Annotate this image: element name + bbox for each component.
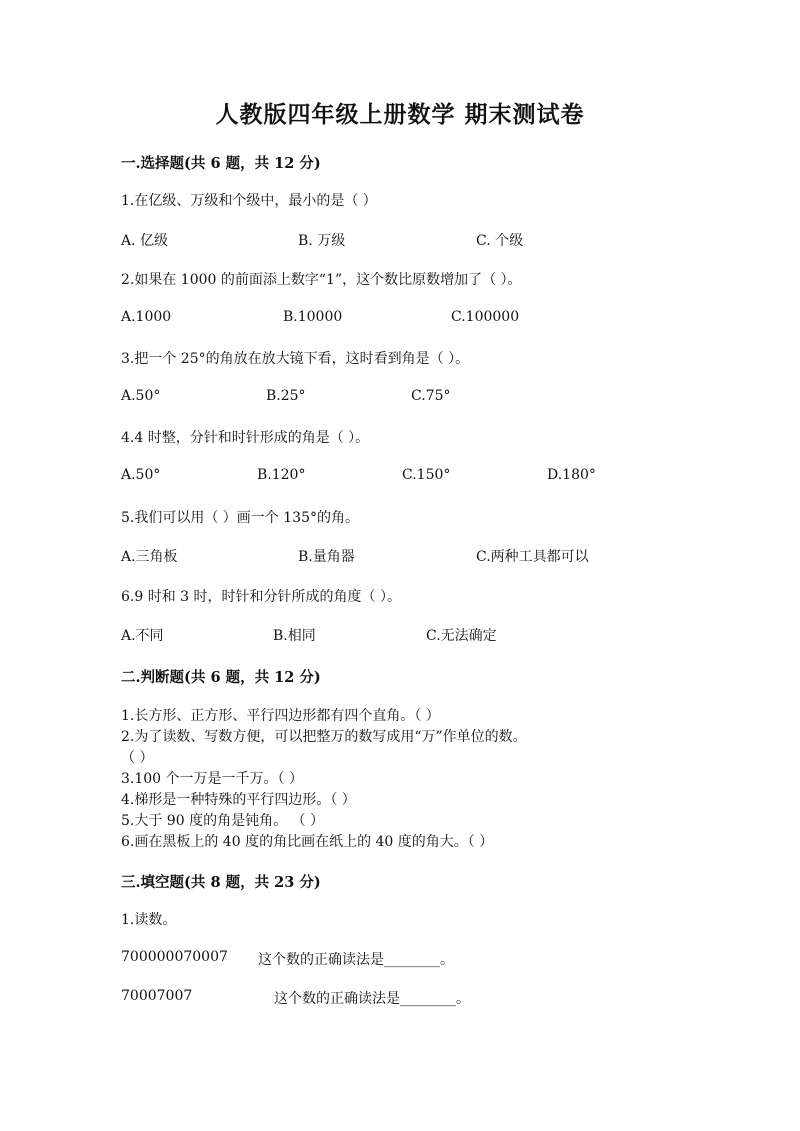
option-c: C.无法确定 bbox=[426, 628, 497, 644]
number-value: 70007007 bbox=[121, 988, 193, 1004]
option-c: C.100000 bbox=[451, 309, 520, 325]
option-b: B.10000 bbox=[283, 309, 343, 325]
option-c: C. 个级 bbox=[476, 233, 524, 249]
question-text: 2.如果在 1000 的前面添上数字“1”，这个数比原数增加了（ ）。 bbox=[121, 272, 522, 288]
section-heading-fill: 三.填空题(共 8 题，共 23 分) bbox=[121, 874, 321, 891]
question-text: 5.我们可以用（ ）画一个 135°的角。 bbox=[121, 510, 359, 526]
statement-line: 3.100 个一万是一千万。（ ） bbox=[121, 771, 303, 787]
statement-line: 1.长方形、正方形、平行四边形都有四个直角。（ ） bbox=[121, 708, 440, 724]
statement-line: 6.画在黑板上的 40 度的角比画在纸上的 40 度的角大。（ ） bbox=[121, 834, 494, 850]
option-a: A.50° bbox=[121, 388, 161, 404]
option-b: B.量角器 bbox=[298, 549, 355, 565]
statement-line: 5.大于 90 度的角是钝角。 （ ） bbox=[121, 813, 324, 829]
section-heading-choice: 一.选择题(共 6 题，共 12 分) bbox=[121, 155, 321, 172]
option-a: A.三角板 bbox=[121, 549, 178, 565]
option-b: B.25° bbox=[266, 388, 306, 404]
page-title: 人教版四年级上册数学 期末测试卷 bbox=[215, 101, 585, 128]
section-heading-judge: 二.判断题(共 6 题，共 12 分) bbox=[121, 669, 321, 686]
option-c: C.75° bbox=[411, 388, 451, 404]
option-a: A.不同 bbox=[121, 628, 164, 644]
fill-blank-text: 这个数的正确读法是________。 bbox=[258, 952, 454, 968]
question-text: 4.4 时整，分针和时针形成的角是（ ）。 bbox=[121, 430, 370, 446]
option-d: D.180° bbox=[547, 467, 596, 483]
question-text: 1.读数。 bbox=[121, 912, 177, 928]
option-b: B.相同 bbox=[273, 628, 316, 644]
question-text: 6.9 时和 3 时，时针和分针所成的角度（ ）。 bbox=[121, 589, 401, 605]
question-text: 3.把一个 25°的角放在放大镜下看，这时看到角是（ ）。 bbox=[121, 351, 470, 367]
option-a: A.1000 bbox=[121, 309, 172, 325]
option-b: B.120° bbox=[257, 467, 306, 483]
option-c: C.两种工具都可以 bbox=[476, 549, 589, 565]
number-value: 700000070007 bbox=[121, 949, 228, 965]
question-text: 1.在亿级、万级和个级中，最小的是（ ） bbox=[121, 193, 377, 209]
option-c: C.150° bbox=[402, 467, 451, 483]
fill-blank-text: 这个数的正确读法是________。 bbox=[274, 991, 470, 1007]
statement-line: 4.梯形是一种特殊的平行四边形。（ ） bbox=[121, 792, 356, 808]
statement-line: （ ） bbox=[121, 750, 154, 766]
option-b: B. 万级 bbox=[298, 233, 346, 249]
option-a: A.50° bbox=[121, 467, 161, 483]
statement-line: 2.为了读数、写数方便，可以把整万的数写成用“万”作单位的数。 bbox=[121, 729, 527, 745]
option-a: A. 亿级 bbox=[121, 233, 169, 249]
